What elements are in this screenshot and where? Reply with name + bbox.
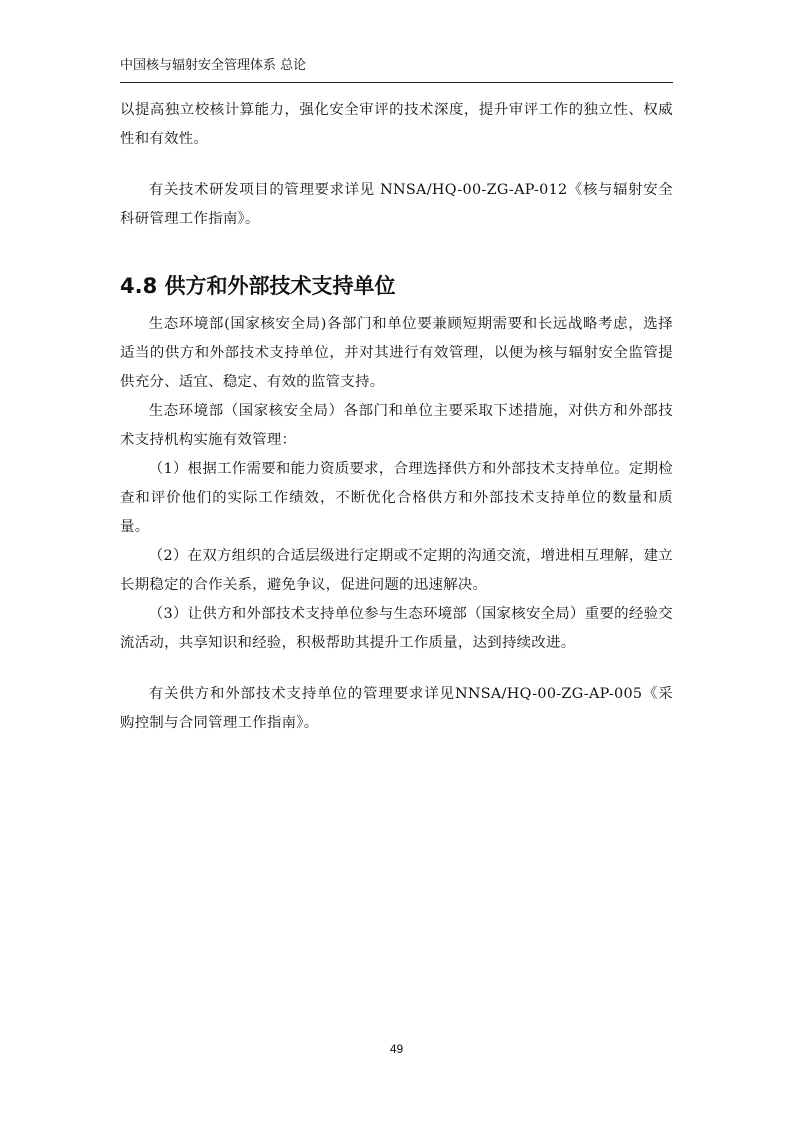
list-item: （3）让供方和外部技术支持单位参与生态环境部（国家核安全局）重要的经验交流活动，共享知识和经验，积极帮助其提升工作质量，达到持续改进。 (120, 606, 673, 651)
running-header (120, 56, 673, 83)
page-body (120, 96, 673, 738)
page-number: 49 (389, 1042, 404, 1056)
body-paragraph: 生态环境部(国家核安全局)各部门和单位要兼顾短期需要和长远战略考虑，选择适当的供方和外部技术支持单位，并对其进行有效管理，以便为核与辐射安全监管提供充分、适宜、稳定、有效的监管支持。 (120, 316, 673, 390)
list-item: （1）根据工作需要和能力资质要求，合理选择供方和外部技术支持单位。定期检查和评价他们的实际工作绩效，不断优化合格供方和外部技术支持单位的数量和质量。 (120, 461, 673, 535)
section-heading: 4.8 供方和外部技术支持单位 (120, 274, 396, 298)
body-paragraph: 生态环境部（国家核安全局）各部门和单位主要采取下述措施，对供方和外部技术支持机构实施有效管理： (120, 403, 673, 448)
list-item: （2）在双方组织的合适层级进行定期或不定期的沟通交流，增进相互理解，建立长期稳定的合作关系，避免争议，促进问题的迅速解决。 (120, 548, 673, 593)
running-title: 中国核与辐射安全管理体系 总论 (120, 58, 307, 73)
body-paragraph: 以提高独立校核计算能力，强化安全审评的技术深度，提升审评工作的独立性、权威性和有效性。 (120, 102, 673, 147)
body-paragraph: 有关供方和外部技术支持单位的管理要求详见NNSA/HQ-00-ZG-AP-005《采购控制与合同管理工作指南》。 (120, 686, 673, 731)
body-paragraph: 有关技术研发项目的管理要求详见 NNSA/HQ-00-ZG-AP-012《核与辐射安全科研管理工作指南》。 (120, 182, 673, 227)
